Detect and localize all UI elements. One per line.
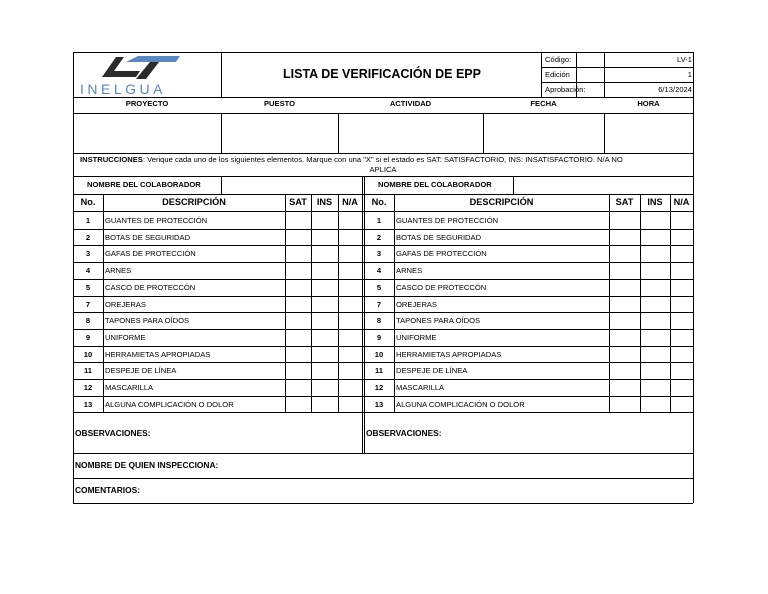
item-number-right: 8 — [376, 316, 382, 326]
item-description-right: MASCARILLA — [396, 383, 445, 392]
check-cell-sat-left[interactable] — [285, 279, 311, 296]
item-number-right: 2 — [376, 232, 382, 242]
check-cell-ins-right[interactable] — [640, 229, 670, 246]
item-number-left: 10 — [83, 349, 93, 359]
check-cell-ins-left[interactable] — [311, 212, 338, 229]
header-date: FECHA — [530, 99, 557, 108]
check-cell-na-left[interactable] — [338, 262, 362, 279]
observations-label-right: OBSERVACIONES: — [366, 428, 442, 438]
check-cell-ins-right[interactable] — [640, 329, 670, 346]
item-description-right: GAFAS DE PROTECCIÓN — [396, 249, 487, 259]
check-cell-sat-left[interactable] — [285, 329, 311, 346]
check-cell-ins-right[interactable] — [640, 362, 670, 379]
check-cell-na-left[interactable] — [338, 212, 362, 229]
grid-line — [73, 412, 693, 413]
grid-line — [103, 194, 104, 412]
check-cell-na-right[interactable] — [670, 396, 693, 413]
grid-line — [394, 194, 395, 412]
check-cell-na-right[interactable] — [670, 329, 693, 346]
check-cell-ins-right[interactable] — [640, 245, 670, 262]
approval-label: Aprobación: — [545, 85, 586, 94]
check-cell-ins-left[interactable] — [311, 379, 338, 396]
item-number-right: 9 — [376, 332, 382, 342]
check-cell-sat-left[interactable] — [285, 346, 311, 363]
col-header-sat-right: SAT — [615, 197, 634, 207]
check-cell-sat-right[interactable] — [609, 312, 640, 329]
check-cell-sat-right[interactable] — [609, 329, 640, 346]
grid-line — [73, 153, 693, 154]
col-header-no-right: No. — [371, 197, 387, 207]
check-cell-sat-left[interactable] — [285, 312, 311, 329]
item-number-left: 9 — [85, 332, 91, 342]
item-description-right: UNIFORME — [396, 332, 437, 342]
form-title: LISTA DE VERIFICACIÓN DE EPP — [283, 67, 481, 81]
form-border-right — [693, 52, 694, 503]
check-cell-sat-right[interactable] — [609, 296, 640, 313]
check-cell-sat-left[interactable] — [285, 396, 311, 413]
check-cell-ins-left[interactable] — [311, 262, 338, 279]
grid-line — [73, 97, 693, 98]
check-cell-sat-left[interactable] — [285, 262, 311, 279]
check-cell-sat-right[interactable] — [609, 279, 640, 296]
check-cell-sat-left[interactable] — [285, 212, 311, 229]
form-border-bottom — [73, 503, 693, 504]
check-cell-ins-left[interactable] — [311, 312, 338, 329]
item-description-right: ARNES — [396, 266, 423, 276]
check-cell-na-left[interactable] — [338, 329, 362, 346]
check-cell-ins-right[interactable] — [640, 212, 670, 229]
form-border-left — [73, 52, 74, 503]
company-name: INELGUA — [80, 81, 166, 97]
grid-line — [541, 82, 693, 83]
check-cell-na-left[interactable] — [338, 362, 362, 379]
item-description-left: OREJERAS — [105, 299, 146, 309]
grid-line — [604, 52, 605, 97]
grid-line — [640, 194, 641, 412]
grid-line — [576, 52, 577, 97]
grid-line — [670, 194, 671, 412]
grid-line — [483, 113, 484, 153]
grid-line — [221, 52, 222, 97]
grid-line — [73, 346, 693, 347]
check-cell-na-right[interactable] — [670, 229, 693, 246]
check-cell-ins-left[interactable] — [311, 362, 338, 379]
check-cell-ins-right[interactable] — [640, 396, 670, 413]
collaborator-label-right: NOMBRE DEL COLABORADOR — [378, 180, 492, 189]
grid-line — [73, 396, 693, 397]
grid-line — [609, 194, 610, 412]
item-number-right: 7 — [376, 299, 382, 309]
grid-line — [73, 229, 693, 230]
grid-line — [73, 312, 693, 313]
collaborator-field-left[interactable] — [222, 177, 362, 194]
item-description-left: TAPONES PARA OÍDOS — [105, 316, 190, 326]
item-number-left: 13 — [83, 399, 93, 409]
check-cell-na-right[interactable] — [670, 212, 693, 229]
check-cell-ins-right[interactable] — [640, 379, 670, 396]
grid-line — [73, 296, 693, 297]
grid-line — [364, 176, 365, 453]
comments-label: COMENTARIOS: — [75, 485, 140, 495]
check-cell-sat-right[interactable] — [609, 346, 640, 363]
check-cell-na-right[interactable] — [670, 379, 693, 396]
inspector-label: NOMBRE DE QUIEN INSPECCIONA: — [75, 460, 219, 470]
instructions-label: INSTRUCCIONES — [80, 155, 143, 164]
check-cell-na-left[interactable] — [338, 229, 362, 246]
check-cell-sat-right[interactable] — [609, 212, 640, 229]
item-number-right: 3 — [376, 249, 382, 259]
item-number-left: 1 — [85, 216, 91, 225]
header-position: PUESTO — [263, 99, 296, 108]
item-description-left: HERRAMIETAS APROPIADAS — [105, 349, 211, 359]
check-cell-sat-left[interactable] — [285, 296, 311, 313]
grid-line — [73, 245, 693, 246]
grid-line — [221, 113, 222, 153]
grid-line — [73, 211, 693, 212]
col-header-ins-left: INS — [316, 197, 333, 207]
code-label: Código: — [545, 55, 572, 64]
grid-line — [221, 176, 222, 194]
item-number-left: 4 — [85, 266, 91, 276]
grid-line — [338, 194, 339, 412]
grid-line — [73, 262, 693, 263]
check-cell-na-right[interactable] — [670, 312, 693, 329]
project-field[interactable] — [74, 114, 220, 153]
edition-value: 1 — [687, 70, 692, 79]
check-cell-sat-left[interactable] — [285, 362, 311, 379]
check-cell-na-right[interactable] — [670, 346, 693, 363]
check-cell-ins-right[interactable] — [640, 296, 670, 313]
col-header-no-left: No. — [80, 197, 96, 207]
date-field[interactable] — [484, 114, 603, 153]
check-cell-sat-left[interactable] — [285, 245, 311, 262]
check-cell-na-right[interactable] — [670, 279, 693, 296]
grid-line — [362, 176, 363, 453]
item-description-left: GAFAS DE PROTECCIÓN — [105, 249, 196, 259]
item-description-left: CASCO DE PROTECCÓN — [105, 282, 196, 292]
grid-line — [73, 329, 693, 330]
check-cell-sat-left[interactable] — [285, 229, 311, 246]
item-description-right: GUANTES DE PROTECCIÓN — [396, 216, 499, 225]
item-description-left: ARNES — [105, 266, 132, 276]
item-description-left: GUANTES DE PROTECCIÓN — [105, 216, 208, 225]
check-cell-sat-left[interactable] — [285, 379, 311, 396]
check-cell-ins-right[interactable] — [640, 346, 670, 363]
item-description-right: OREJERAS — [396, 299, 437, 309]
item-description-left: ALGUNA COMPLICACIÓN O DOLOR — [105, 399, 234, 409]
grid-line — [73, 478, 693, 479]
check-cell-na-left[interactable] — [338, 279, 362, 296]
instructions-text-cont: APLICA — [369, 165, 397, 174]
check-cell-sat-right[interactable] — [609, 245, 640, 262]
check-cell-sat-right[interactable] — [609, 262, 640, 279]
item-number-left: 7 — [85, 299, 91, 309]
activity-field[interactable] — [339, 114, 482, 153]
col-header-desc-left: DESCRIPCIÓN — [162, 197, 226, 207]
edition-label: Edición — [545, 70, 570, 79]
item-number-right: 5 — [376, 282, 382, 292]
item-description-left: DESPEJE DE LÍNEA — [105, 366, 177, 376]
position-field[interactable] — [222, 114, 337, 153]
check-cell-ins-left[interactable] — [311, 296, 338, 313]
check-cell-na-left[interactable] — [338, 296, 362, 313]
check-cell-ins-right[interactable] — [640, 279, 670, 296]
item-description-right: HERRAMIETAS APROPIADAS — [396, 349, 502, 359]
check-cell-ins-right[interactable] — [640, 262, 670, 279]
instructions — [80, 156, 623, 164]
grid-line — [541, 52, 542, 97]
check-cell-sat-right[interactable] — [609, 229, 640, 246]
check-cell-ins-left[interactable] — [311, 346, 338, 363]
item-number-left: 11 — [83, 366, 93, 376]
check-cell-sat-right[interactable] — [609, 362, 640, 379]
check-cell-ins-left[interactable] — [311, 229, 338, 246]
item-description-right: BOTAS DE SEGURIDAD — [396, 232, 482, 242]
observations-label-left: OBSERVACIONES: — [75, 428, 151, 438]
check-cell-na-left[interactable] — [338, 245, 362, 262]
check-cell-na-right[interactable] — [670, 262, 693, 279]
item-description-left: BOTAS DE SEGURIDAD — [105, 232, 191, 242]
grid-line — [338, 113, 339, 153]
item-number-right: 10 — [374, 349, 384, 359]
item-number-right: 13 — [374, 399, 384, 409]
grid-line — [73, 194, 693, 195]
grid-line — [311, 194, 312, 412]
item-number-left: 5 — [85, 282, 91, 292]
item-description-left: UNIFORME — [105, 332, 146, 342]
check-cell-ins-left[interactable] — [311, 396, 338, 413]
grid-line — [541, 67, 693, 68]
grid-line — [73, 279, 693, 280]
instructions-text: : Verique cada uno de los siguientes elementos. Marque con una "X" si el estado es SAT: SATISFACTORIO, INS: INSATISFACTORIO. N/A NO — [142, 155, 623, 164]
grid-line — [73, 453, 693, 454]
check-cell-na-left[interactable] — [338, 312, 362, 329]
collaborator-field-right[interactable] — [514, 177, 692, 194]
grid-line — [285, 194, 286, 412]
header-time: HORA — [637, 99, 660, 108]
check-cell-ins-left[interactable] — [311, 279, 338, 296]
grid-line — [73, 362, 693, 363]
col-header-sat-left: SAT — [289, 197, 307, 207]
form-border-top — [73, 52, 693, 53]
code-value: LV-1 — [676, 55, 692, 64]
grid-line — [513, 176, 514, 194]
check-cell-na-left[interactable] — [338, 379, 362, 396]
item-number-left: 2 — [85, 232, 91, 242]
item-number-right: 4 — [376, 266, 382, 276]
collaborator-label-left: NOMBRE DEL COLABORADOR — [87, 180, 201, 189]
check-cell-na-left[interactable] — [338, 346, 362, 363]
item-number-right: 11 — [374, 366, 384, 376]
check-cell-na-right[interactable] — [670, 296, 693, 313]
check-cell-na-right[interactable] — [670, 245, 693, 262]
item-description-right: TAPONES PARA OÍDOS — [396, 316, 481, 326]
check-cell-sat-right[interactable] — [609, 396, 640, 413]
time-field[interactable] — [605, 114, 692, 153]
item-number-right: 12 — [374, 383, 384, 392]
item-number-right: 1 — [376, 216, 382, 225]
grid-line — [73, 113, 693, 114]
item-number-left: 12 — [83, 383, 93, 392]
item-description-left: MASCARILLA — [105, 383, 154, 392]
check-cell-na-right[interactable] — [670, 362, 693, 379]
header-project: PROYECTO — [125, 99, 169, 108]
col-header-ins-right: INS — [647, 197, 663, 207]
item-number-left: 8 — [85, 316, 91, 326]
check-cell-sat-right[interactable] — [609, 379, 640, 396]
check-cell-na-left[interactable] — [338, 396, 362, 413]
grid-line — [604, 113, 605, 153]
check-cell-ins-left[interactable] — [311, 245, 338, 262]
header-activity: ACTIVIDAD — [389, 99, 432, 108]
check-cell-ins-right[interactable] — [640, 312, 670, 329]
grid-line — [73, 176, 693, 177]
col-header-desc-right: DESCRIPCIÓN — [469, 197, 534, 207]
item-description-right: DESPEJE DE LÍNEA — [396, 366, 468, 376]
approval-value: 6/13/2024 — [658, 85, 692, 94]
check-cell-ins-left[interactable] — [311, 329, 338, 346]
grid-line — [73, 379, 693, 380]
item-description-right: CASCO DE PROTECCÓN — [396, 282, 487, 292]
col-header-na-right: N/A — [673, 197, 690, 207]
item-description-right: ALGUNA COMPLICACIÓN O DOLOR — [396, 399, 525, 409]
item-number-left: 3 — [85, 249, 91, 259]
col-header-na-left: N/A — [342, 197, 358, 207]
